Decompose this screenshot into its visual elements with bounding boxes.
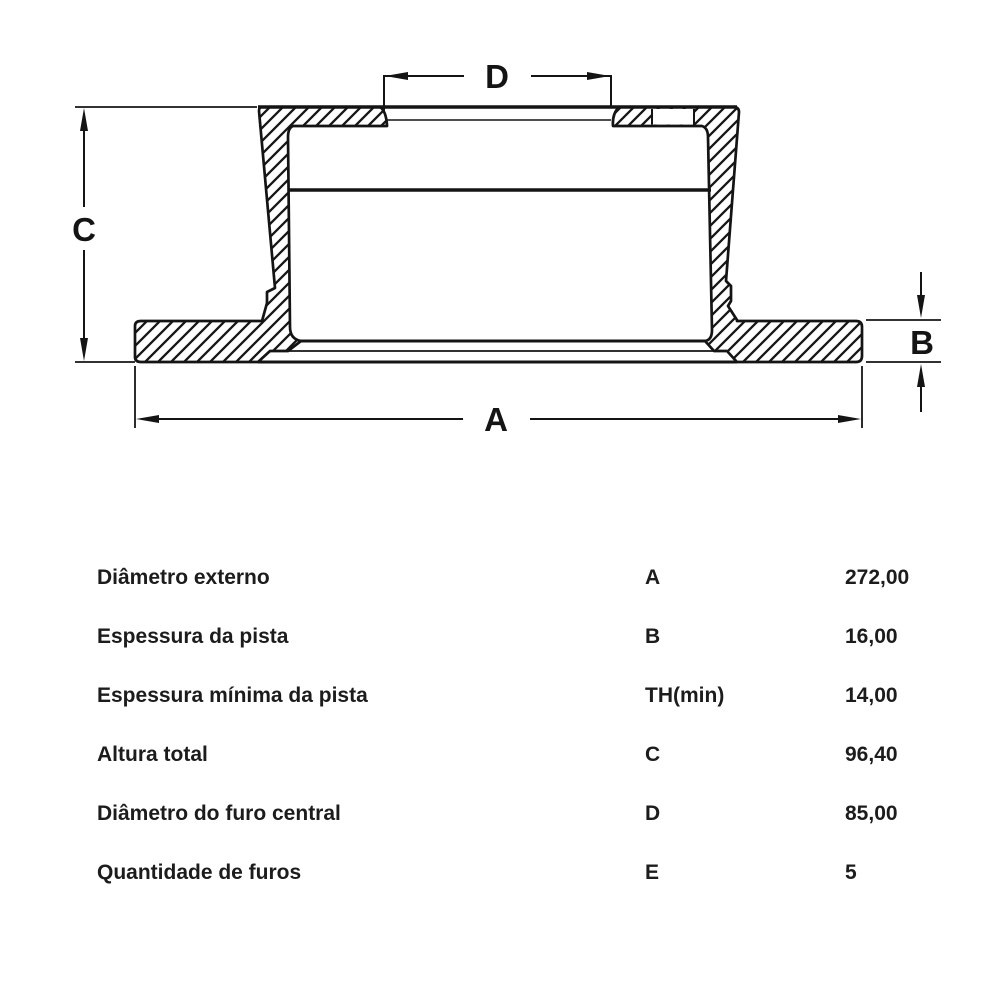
- arrow-right-icon: [587, 72, 610, 80]
- dim-label-C: C: [72, 211, 96, 248]
- spec-row-espessura-pista: [0, 620, 1000, 654]
- dim-label-D: D: [485, 58, 509, 95]
- spec-row-diametro-externo: [0, 561, 1000, 595]
- spec-row-furo-central: [0, 797, 1000, 831]
- dimension-B: [866, 272, 941, 412]
- spec-row-altura-total: [0, 738, 1000, 772]
- spec-label: Diâmetro externo: [97, 566, 270, 589]
- spec-value: 5: [845, 861, 857, 884]
- spec-symbol: E: [645, 861, 660, 884]
- dimension-A: [135, 366, 862, 438]
- spec-symbol: C: [645, 743, 661, 766]
- section-left-piece: [135, 107, 387, 362]
- spec-label: Espessura da pista: [97, 625, 289, 648]
- arrow-down-icon: [917, 295, 925, 318]
- spec-symbol: TH(min): [645, 684, 725, 707]
- spec-label: Quantidade de furos: [97, 861, 302, 884]
- spec-label: Espessura mínima da pista: [97, 684, 368, 707]
- dim-label-A: A: [484, 401, 508, 438]
- spec-value: 85,00: [845, 802, 898, 825]
- arrow-left-icon: [385, 72, 408, 80]
- section-right-piece: [613, 107, 862, 362]
- arrow-up-icon: [917, 364, 925, 387]
- spec-row-quantidade-furos: [0, 856, 1000, 890]
- spec-label: Altura total: [97, 743, 208, 766]
- spec-symbol: D: [645, 802, 661, 825]
- arrow-left-icon: [136, 415, 159, 423]
- disc-section: [135, 107, 862, 362]
- spec-value: 16,00: [845, 625, 898, 648]
- spec-label: Diâmetro do furo central: [97, 802, 341, 825]
- arrow-down-icon: [80, 338, 88, 361]
- bolt-hole: [652, 109, 694, 125]
- spec-symbol: B: [645, 625, 661, 648]
- spec-value: 14,00: [845, 684, 898, 707]
- dimension-D: [384, 58, 611, 112]
- arrow-right-icon: [838, 415, 861, 423]
- dim-label-B: B: [910, 324, 934, 361]
- spec-symbol: A: [645, 566, 661, 589]
- technical-drawing: [0, 0, 1000, 470]
- spec-value: 272,00: [845, 566, 910, 589]
- part-edges: [258, 107, 737, 362]
- arrow-up-icon: [80, 108, 88, 131]
- spec-value: 96,40: [845, 743, 898, 766]
- spec-row-espessura-minima: [0, 679, 1000, 713]
